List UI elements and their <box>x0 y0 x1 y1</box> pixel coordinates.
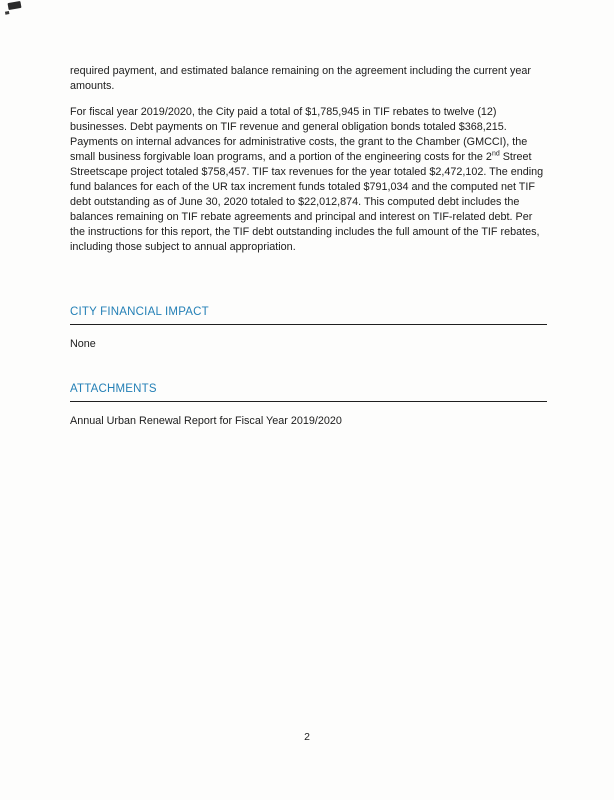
section-body-attachments: Annual Urban Renewal Report for Fiscal Year 2019/2020 <box>70 415 342 427</box>
page-content <box>70 64 547 429</box>
section-heading-attachments: ATTACHMENTS <box>70 382 547 402</box>
section-city-financial-impact <box>70 305 547 352</box>
ordinal-superscript: nd <box>491 150 500 158</box>
paragraph-intro: required payment, and estimated balance remaining on the agreement including the current year amounts. <box>70 65 531 92</box>
page-number: 2 <box>304 731 310 743</box>
scan-artifact <box>7 1 21 10</box>
fiscal-text-pre: For fiscal year 2019/2020, the City paid a total of $1,785,945 in TIF rebates to twelve (12) businesses. Debt payments on TIF revenue and general obligation bonds totaled $368,215. Payments on internal advances for administrative costs, the grant to the Chamber (GMCCI), the small business forgivable loan programs, and a portion of the engineering costs for the 2 <box>70 106 528 163</box>
section-heading-city-financial-impact: CITY FINANCIAL IMPACT <box>70 305 547 325</box>
section-body-city-financial-impact: None <box>70 338 96 350</box>
fiscal-text-post: Street Streetscape project totaled $758,457. TIF tax revenues for the year totaled $2,472,102. The ending fund balances for each of the UR tax increment funds totaled $791,034 and the computed net TIF debt outstanding as of June 30, 2020 totaled to $22,012,874. This computed debt includes the balances remaining on TIF rebate agreements and principal and interest on TIF-related debt. Per the instructions for this report, the TIF debt outstanding includes the full amount of the TIF rebates, including those subject to annual appropriation. <box>70 151 544 253</box>
section-attachments <box>70 382 547 429</box>
paragraph-fiscal-summary <box>70 105 547 255</box>
